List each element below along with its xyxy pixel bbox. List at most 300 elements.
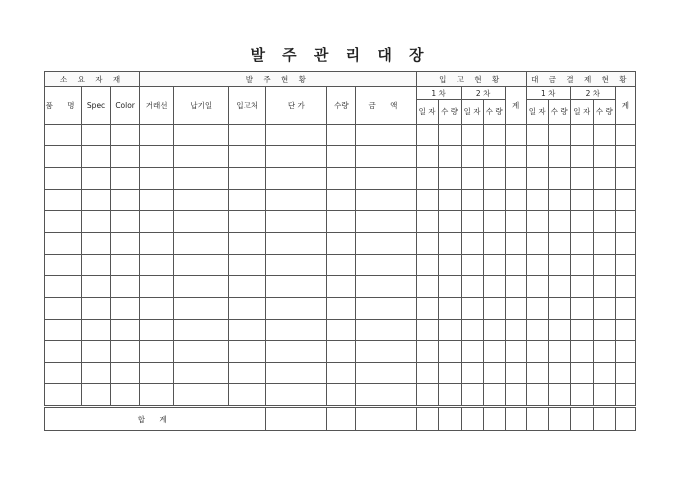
receiving-status-group-header: 입 고 현 황 xyxy=(416,72,526,87)
table-cell[interactable] xyxy=(461,146,483,168)
table-cell[interactable] xyxy=(461,232,483,254)
table-cell[interactable] xyxy=(483,297,505,319)
table-cell[interactable] xyxy=(356,297,416,319)
table-cell[interactable] xyxy=(140,124,174,146)
table-cell[interactable] xyxy=(111,189,140,211)
table-cell[interactable] xyxy=(483,124,505,146)
table-cell[interactable] xyxy=(526,146,548,168)
table-cell[interactable] xyxy=(356,167,416,189)
table-cell[interactable] xyxy=(615,189,635,211)
payment-round1-header: 1 차 xyxy=(526,87,570,99)
table-cell[interactable] xyxy=(174,362,229,384)
table-cell[interactable] xyxy=(111,384,140,407)
payment-total-header: 계 xyxy=(615,87,635,124)
table-cell[interactable] xyxy=(526,297,548,319)
table-cell[interactable] xyxy=(266,384,327,407)
table-row xyxy=(45,211,636,233)
table-row xyxy=(45,189,636,211)
table-cell[interactable] xyxy=(82,384,111,407)
table-cell[interactable] xyxy=(229,384,266,407)
table-cell[interactable] xyxy=(416,319,438,341)
table-cell[interactable] xyxy=(82,319,111,341)
table-cell[interactable] xyxy=(483,362,505,384)
table-row xyxy=(45,232,636,254)
table-cell[interactable] xyxy=(461,319,483,341)
table-cell[interactable] xyxy=(229,341,266,363)
table-cell[interactable] xyxy=(570,211,593,233)
table-cell[interactable] xyxy=(356,189,416,211)
table-cell[interactable] xyxy=(174,124,229,146)
table-cell[interactable] xyxy=(593,362,615,384)
table-cell[interactable] xyxy=(327,254,356,276)
table-cell[interactable] xyxy=(45,189,82,211)
table-cell[interactable] xyxy=(615,254,635,276)
table-cell[interactable] xyxy=(82,211,111,233)
table-cell[interactable] xyxy=(438,297,461,319)
table-cell[interactable] xyxy=(416,211,438,233)
table-cell[interactable] xyxy=(266,341,327,363)
table-cell[interactable] xyxy=(174,232,229,254)
table-cell[interactable] xyxy=(111,167,140,189)
table-cell[interactable] xyxy=(140,341,174,363)
table-cell[interactable] xyxy=(483,211,505,233)
table-cell[interactable] xyxy=(416,276,438,298)
table-cell[interactable] xyxy=(111,232,140,254)
table-cell[interactable] xyxy=(140,211,174,233)
delivery-date-header: 납기일 xyxy=(174,87,229,124)
table-cell[interactable] xyxy=(570,189,593,211)
total-cell[interactable] xyxy=(615,407,635,431)
table-cell[interactable] xyxy=(82,254,111,276)
table-cell[interactable] xyxy=(416,341,438,363)
table-cell[interactable] xyxy=(548,297,570,319)
table-cell[interactable] xyxy=(140,254,174,276)
table-cell[interactable] xyxy=(526,254,548,276)
table-cell[interactable] xyxy=(615,297,635,319)
table-cell[interactable] xyxy=(356,124,416,146)
table-cell[interactable] xyxy=(548,384,570,407)
table-cell[interactable] xyxy=(45,276,82,298)
table-cell[interactable] xyxy=(356,254,416,276)
table-cell[interactable] xyxy=(174,146,229,168)
table-cell[interactable] xyxy=(82,276,111,298)
spec-header: Spec xyxy=(82,87,111,124)
table-cell[interactable] xyxy=(505,276,526,298)
table-cell[interactable] xyxy=(45,167,82,189)
table-cell[interactable] xyxy=(570,167,593,189)
table-cell[interactable] xyxy=(327,189,356,211)
table-cell[interactable] xyxy=(174,276,229,298)
table-cell[interactable] xyxy=(111,319,140,341)
amount-header: 금 액 xyxy=(356,87,416,124)
table-cell[interactable] xyxy=(266,124,327,146)
table-cell[interactable] xyxy=(570,254,593,276)
table-cell[interactable] xyxy=(483,384,505,407)
table-cell[interactable] xyxy=(526,167,548,189)
table-cell[interactable] xyxy=(140,384,174,407)
table-cell[interactable] xyxy=(505,167,526,189)
table-cell[interactable] xyxy=(548,146,570,168)
table-cell[interactable] xyxy=(548,232,570,254)
table-cell[interactable] xyxy=(593,167,615,189)
table-row xyxy=(45,297,636,319)
table-row xyxy=(45,276,636,298)
table-cell[interactable] xyxy=(570,124,593,146)
ledger-body xyxy=(45,124,636,407)
table-cell[interactable] xyxy=(615,341,635,363)
table-cell[interactable] xyxy=(45,362,82,384)
table-cell[interactable] xyxy=(526,232,548,254)
table-cell[interactable] xyxy=(593,124,615,146)
table-cell[interactable] xyxy=(229,254,266,276)
table-cell[interactable] xyxy=(593,232,615,254)
table-cell[interactable] xyxy=(461,167,483,189)
payment-round2-header: 2 차 xyxy=(570,87,615,99)
table-cell[interactable] xyxy=(266,254,327,276)
table-cell[interactable] xyxy=(438,232,461,254)
table-cell[interactable] xyxy=(82,232,111,254)
table-cell[interactable] xyxy=(174,384,229,407)
payment-round2-qty-header: 수 량 xyxy=(593,99,615,124)
table-cell[interactable] xyxy=(483,167,505,189)
table-cell[interactable] xyxy=(174,167,229,189)
table-cell[interactable] xyxy=(526,124,548,146)
table-cell[interactable] xyxy=(266,189,327,211)
table-cell[interactable] xyxy=(416,146,438,168)
total-label: 합 계 xyxy=(45,407,266,431)
table-cell[interactable] xyxy=(526,319,548,341)
table-cell[interactable] xyxy=(416,384,438,407)
table-cell[interactable] xyxy=(356,384,416,407)
receiving-total-header: 계 xyxy=(505,87,526,124)
item-name-header: 품 명 xyxy=(45,87,82,124)
document-title: 발 주 관 리 대 장 xyxy=(250,46,430,64)
table-cell[interactable] xyxy=(615,232,635,254)
payment-status-group-header: 대 금 결 제 현 황 xyxy=(526,72,635,87)
receiving-round2-date-header: 일 자 xyxy=(461,99,483,124)
table-cell[interactable] xyxy=(327,232,356,254)
total-cell[interactable] xyxy=(461,407,483,431)
total-cell[interactable] xyxy=(505,407,526,431)
total-cell[interactable] xyxy=(548,407,570,431)
table-cell[interactable] xyxy=(461,297,483,319)
table-cell[interactable] xyxy=(438,341,461,363)
table-cell[interactable] xyxy=(505,146,526,168)
table-cell[interactable] xyxy=(461,276,483,298)
table-cell[interactable] xyxy=(45,211,82,233)
table-cell[interactable] xyxy=(483,254,505,276)
table-cell[interactable] xyxy=(140,232,174,254)
table-cell[interactable] xyxy=(593,341,615,363)
table-cell[interactable] xyxy=(229,232,266,254)
table-cell[interactable] xyxy=(593,297,615,319)
table-cell[interactable] xyxy=(266,276,327,298)
table-cell[interactable] xyxy=(327,384,356,407)
table-cell[interactable] xyxy=(505,189,526,211)
table-cell[interactable] xyxy=(356,146,416,168)
table-cell[interactable] xyxy=(327,211,356,233)
table-cell[interactable] xyxy=(461,211,483,233)
table-cell[interactable] xyxy=(174,254,229,276)
table-cell[interactable] xyxy=(615,124,635,146)
table-cell[interactable] xyxy=(505,362,526,384)
total-cell[interactable] xyxy=(327,407,356,431)
table-cell[interactable] xyxy=(548,124,570,146)
table-cell[interactable] xyxy=(266,211,327,233)
table-cell[interactable] xyxy=(505,341,526,363)
table-cell[interactable] xyxy=(327,362,356,384)
table-cell[interactable] xyxy=(356,362,416,384)
table-cell[interactable] xyxy=(548,167,570,189)
table-cell[interactable] xyxy=(526,384,548,407)
table-cell[interactable] xyxy=(438,362,461,384)
table-cell[interactable] xyxy=(548,276,570,298)
table-cell[interactable] xyxy=(327,319,356,341)
table-cell[interactable] xyxy=(266,362,327,384)
table-cell[interactable] xyxy=(505,297,526,319)
table-cell[interactable] xyxy=(548,189,570,211)
table-cell[interactable] xyxy=(356,319,416,341)
table-cell[interactable] xyxy=(111,297,140,319)
table-cell[interactable] xyxy=(615,384,635,407)
table-cell[interactable] xyxy=(229,167,266,189)
table-cell[interactable] xyxy=(461,341,483,363)
table-cell[interactable] xyxy=(174,189,229,211)
table-cell[interactable] xyxy=(505,384,526,407)
table-cell[interactable] xyxy=(570,362,593,384)
table-cell[interactable] xyxy=(45,384,82,407)
table-cell[interactable] xyxy=(505,319,526,341)
vendor-header: 거래선 xyxy=(140,87,174,124)
table-cell[interactable] xyxy=(327,124,356,146)
total-cell[interactable] xyxy=(416,407,438,431)
table-cell[interactable] xyxy=(505,232,526,254)
table-cell[interactable] xyxy=(111,276,140,298)
table-cell[interactable] xyxy=(593,146,615,168)
table-cell[interactable] xyxy=(593,384,615,407)
table-cell[interactable] xyxy=(483,189,505,211)
table-cell[interactable] xyxy=(461,124,483,146)
table-cell[interactable] xyxy=(526,362,548,384)
table-cell[interactable] xyxy=(526,341,548,363)
table-cell[interactable] xyxy=(111,254,140,276)
table-cell[interactable] xyxy=(438,384,461,407)
total-cell[interactable] xyxy=(483,407,505,431)
table-cell[interactable] xyxy=(111,341,140,363)
table-cell[interactable] xyxy=(266,167,327,189)
table-cell[interactable] xyxy=(593,189,615,211)
table-cell[interactable] xyxy=(438,124,461,146)
table-cell[interactable] xyxy=(438,319,461,341)
table-cell[interactable] xyxy=(45,341,82,363)
table-row xyxy=(45,341,636,363)
receiving-round1-header: 1 차 xyxy=(416,87,461,99)
table-cell[interactable] xyxy=(615,167,635,189)
total-cell[interactable] xyxy=(438,407,461,431)
table-cell[interactable] xyxy=(416,362,438,384)
table-cell[interactable] xyxy=(229,211,266,233)
receiving-round1-qty-header: 수 량 xyxy=(438,99,461,124)
table-cell[interactable] xyxy=(45,297,82,319)
table-cell[interactable] xyxy=(356,211,416,233)
table-row xyxy=(45,146,636,168)
table-cell[interactable] xyxy=(327,167,356,189)
table-cell[interactable] xyxy=(615,362,635,384)
table-cell[interactable] xyxy=(45,124,82,146)
table-cell[interactable] xyxy=(356,276,416,298)
table-cell[interactable] xyxy=(438,167,461,189)
table-cell[interactable] xyxy=(266,232,327,254)
total-cell[interactable] xyxy=(356,407,416,431)
table-row xyxy=(45,362,636,384)
table-cell[interactable] xyxy=(327,341,356,363)
table-row xyxy=(45,124,636,146)
table-cell[interactable] xyxy=(570,297,593,319)
table-cell[interactable] xyxy=(45,319,82,341)
table-cell[interactable] xyxy=(483,341,505,363)
table-cell[interactable] xyxy=(548,341,570,363)
table-cell[interactable] xyxy=(438,276,461,298)
table-cell[interactable] xyxy=(505,211,526,233)
table-cell[interactable] xyxy=(615,146,635,168)
table-cell[interactable] xyxy=(548,211,570,233)
table-cell[interactable] xyxy=(570,146,593,168)
table-cell[interactable] xyxy=(438,146,461,168)
table-cell[interactable] xyxy=(266,319,327,341)
table-cell[interactable] xyxy=(615,319,635,341)
table-cell[interactable] xyxy=(438,254,461,276)
table-cell[interactable] xyxy=(593,211,615,233)
payment-round1-date-header: 일 자 xyxy=(526,99,548,124)
table-cell[interactable] xyxy=(174,297,229,319)
table-row xyxy=(45,254,636,276)
table-cell[interactable] xyxy=(416,124,438,146)
table-cell[interactable] xyxy=(483,146,505,168)
payment-round2-date-header: 일 자 xyxy=(570,99,593,124)
table-cell[interactable] xyxy=(327,146,356,168)
table-cell[interactable] xyxy=(229,297,266,319)
table-row xyxy=(45,319,636,341)
table-cell[interactable] xyxy=(593,319,615,341)
table-cell[interactable] xyxy=(570,341,593,363)
table-cell[interactable] xyxy=(570,276,593,298)
table-cell[interactable] xyxy=(461,189,483,211)
table-cell[interactable] xyxy=(461,254,483,276)
table-cell[interactable] xyxy=(229,146,266,168)
table-cell[interactable] xyxy=(416,297,438,319)
table-cell[interactable] xyxy=(356,341,416,363)
table-cell[interactable] xyxy=(416,167,438,189)
table-cell[interactable] xyxy=(266,146,327,168)
table-cell[interactable] xyxy=(140,146,174,168)
table-cell[interactable] xyxy=(229,189,266,211)
table-cell[interactable] xyxy=(140,297,174,319)
total-cell[interactable] xyxy=(570,407,593,431)
table-cell[interactable] xyxy=(82,167,111,189)
table-cell[interactable] xyxy=(82,297,111,319)
payment-round1-qty-header: 수 량 xyxy=(548,99,570,124)
total-cell[interactable] xyxy=(266,407,327,431)
table-cell[interactable] xyxy=(82,124,111,146)
table-cell[interactable] xyxy=(570,319,593,341)
table-cell[interactable] xyxy=(548,254,570,276)
table-cell[interactable] xyxy=(438,189,461,211)
table-cell[interactable] xyxy=(229,124,266,146)
table-cell[interactable] xyxy=(82,189,111,211)
table-cell[interactable] xyxy=(615,211,635,233)
table-cell[interactable] xyxy=(548,362,570,384)
table-cell[interactable] xyxy=(45,254,82,276)
total-cell[interactable] xyxy=(526,407,548,431)
table-cell[interactable] xyxy=(438,211,461,233)
table-cell[interactable] xyxy=(174,341,229,363)
table-cell[interactable] xyxy=(229,362,266,384)
table-row xyxy=(45,167,636,189)
table-cell[interactable] xyxy=(570,232,593,254)
table-cell[interactable] xyxy=(140,319,174,341)
table-cell[interactable] xyxy=(548,319,570,341)
table-row xyxy=(45,384,636,407)
table-cell[interactable] xyxy=(45,232,82,254)
table-cell[interactable] xyxy=(111,146,140,168)
table-cell[interactable] xyxy=(416,254,438,276)
table-cell[interactable] xyxy=(140,189,174,211)
table-cell[interactable] xyxy=(505,124,526,146)
table-cell[interactable] xyxy=(483,232,505,254)
table-cell[interactable] xyxy=(45,146,82,168)
order-management-ledger xyxy=(44,71,636,431)
table-cell[interactable] xyxy=(174,319,229,341)
table-cell[interactable] xyxy=(111,211,140,233)
table-cell[interactable] xyxy=(140,167,174,189)
table-cell[interactable] xyxy=(140,362,174,384)
table-cell[interactable] xyxy=(229,319,266,341)
table-cell[interactable] xyxy=(461,362,483,384)
table-cell[interactable] xyxy=(82,362,111,384)
table-cell[interactable] xyxy=(483,276,505,298)
quantity-header: 수량 xyxy=(327,87,356,124)
table-cell[interactable] xyxy=(327,297,356,319)
table-cell[interactable] xyxy=(461,384,483,407)
order-status-group-header: 발 주 현 황 xyxy=(140,72,416,87)
table-cell[interactable] xyxy=(356,232,416,254)
table-cell[interactable] xyxy=(416,189,438,211)
table-cell[interactable] xyxy=(140,276,174,298)
table-cell[interactable] xyxy=(615,276,635,298)
table-cell[interactable] xyxy=(82,146,111,168)
receiving-location-header: 입고처 xyxy=(229,87,266,124)
receiving-round2-header: 2 차 xyxy=(461,87,505,99)
table-cell[interactable] xyxy=(174,211,229,233)
table-cell[interactable] xyxy=(526,211,548,233)
table-cell[interactable] xyxy=(82,341,111,363)
table-cell[interactable] xyxy=(111,124,140,146)
table-cell[interactable] xyxy=(327,276,356,298)
table-cell[interactable] xyxy=(593,254,615,276)
total-cell[interactable] xyxy=(593,407,615,431)
table-cell[interactable] xyxy=(229,276,266,298)
table-cell[interactable] xyxy=(526,276,548,298)
materials-group-header: 소 요 자 재 xyxy=(45,72,140,87)
table-cell[interactable] xyxy=(593,276,615,298)
table-cell[interactable] xyxy=(111,362,140,384)
table-cell[interactable] xyxy=(266,297,327,319)
table-cell[interactable] xyxy=(416,232,438,254)
table-cell[interactable] xyxy=(483,319,505,341)
table-cell[interactable] xyxy=(526,189,548,211)
table-cell[interactable] xyxy=(570,384,593,407)
table-cell[interactable] xyxy=(505,254,526,276)
